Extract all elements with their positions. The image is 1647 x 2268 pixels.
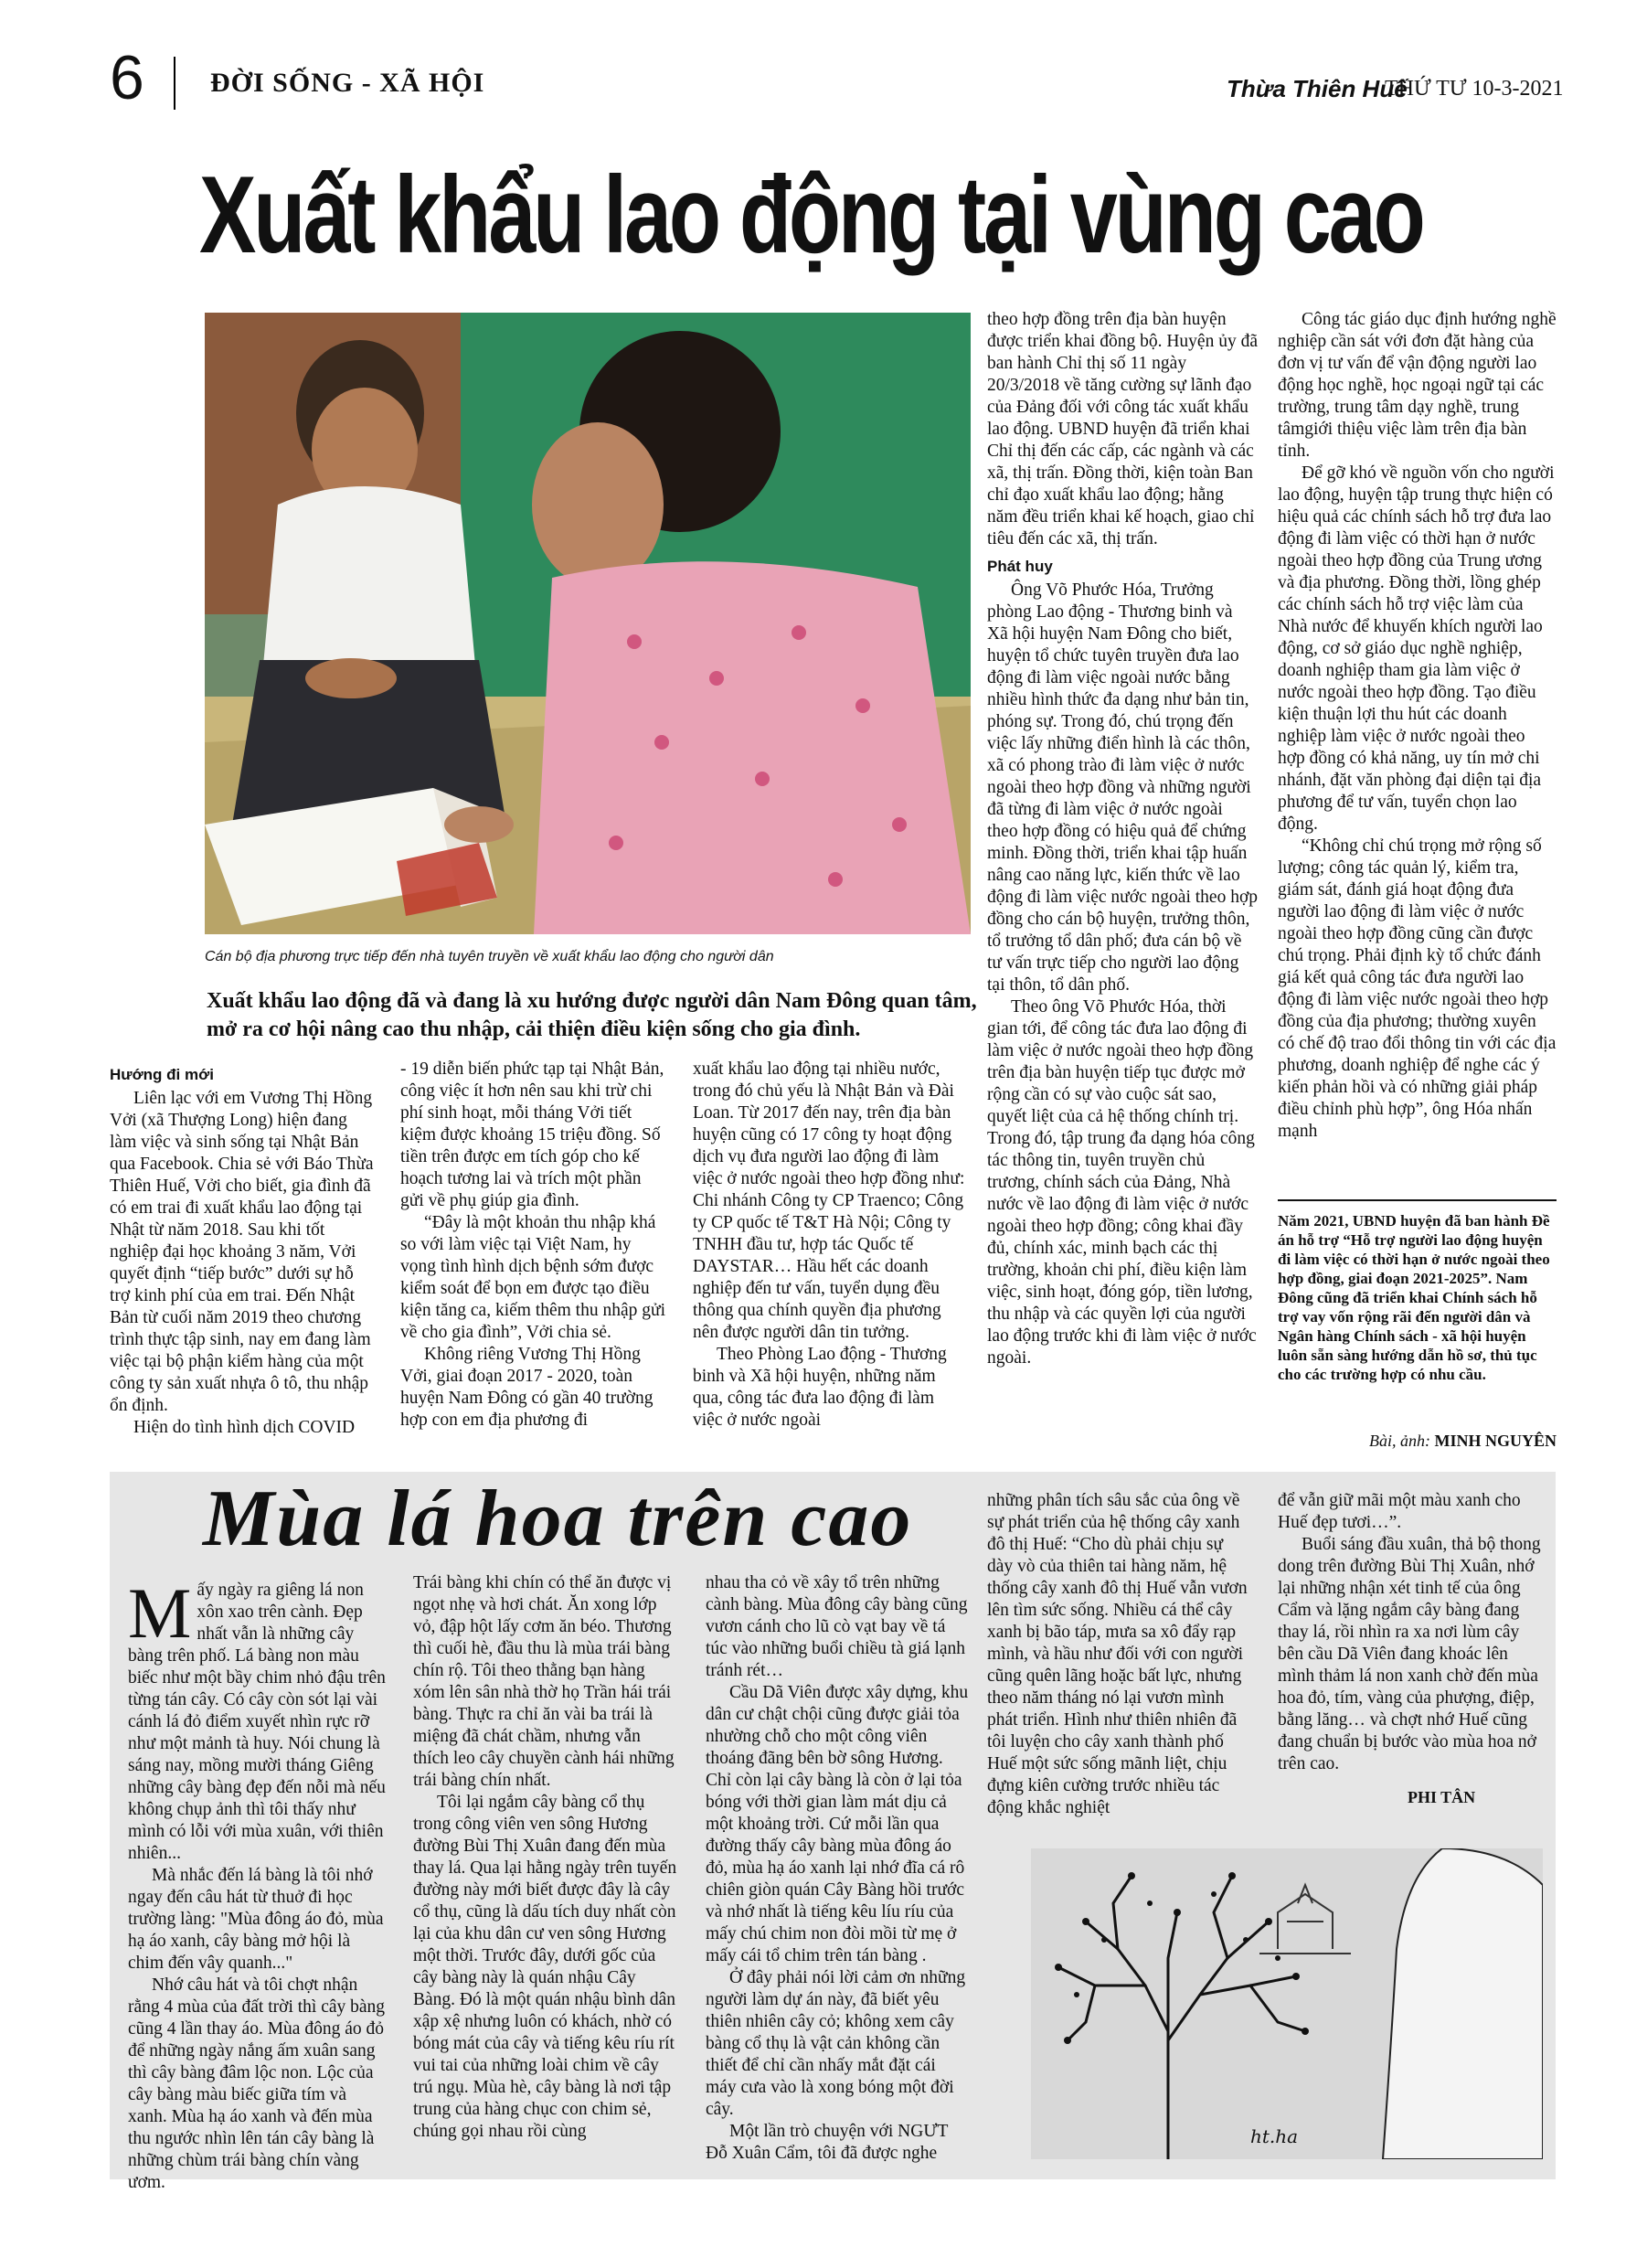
paragraph: ấy ngày ra giêng lá non xôn xao trên cành. Đẹp nhất vẫn là những cây bàng trên phố. Lá bàng non màu biếc như một bầy chim nhỏ đậu trên từng tán cây. Có cây còn sót lại vài cánh lá đỏ điểm xuyết nhìn rực rỡ như một mảnh tà huy. Nói chung là sáng nay, mồng mười tháng Giêng những cây bàng đẹp đến nỗi mà nếu không chụp ảnh thì tôi thấy như mình có lỗi với mùa xuân, với thiên nhiên... <box>128 1581 386 1863</box>
paragraph: nhau tha cỏ về xây tổ trên những cành bàng. Mùa đông cây bàng cũng vươn cánh cho lũ cò vạt bay về tá túc vào những buổi chiều tà giá lạnh tránh rét… <box>706 1573 968 1680</box>
byline-prefix: Bài, ảnh: <box>1369 1432 1430 1450</box>
info-box: Năm 2021, UBND huyện đã ban hành Đề án hỗ trợ “Hỗ trợ người lao động huyện đi làm việc có thời hạn ở nước ngoài theo hợp đồng, giai đoạn 2021-2025”. Nam Đông cũng đã triển khai Chính sách hỗ trợ vay vốn rộng rãi đến người dân và Ngân hàng Chính sách - xã hội huyện luôn sẵn sàng hướng dẫn hồ sơ, thủ tục cho các trường hợp có nhu cầu. <box>1278 1212 1550 1383</box>
illustrator-signature: ht.ha <box>1250 2125 1299 2147</box>
paragraph: Nhớ câu hát và tôi chợt nhận rằng 4 mùa của đất trời thì cây bàng cũng 4 lần thay áo. Mùa đông áo đỏ để những ngày nắng ấm xuân sang thì cây bàng đâm lộc non. Lộc của cây bàng màu biếc giữa tím và xanh. Mùa hạ áo xanh và đến mùa thu ngước nhìn lên tán cây bàng là những chùm trái bàng chín vàng ươm. <box>128 1975 386 2192</box>
article1-column-3 <box>693 1059 967 1432</box>
article-photo <box>205 313 971 934</box>
paragraph: Hiện do tình hình dịch COVID <box>133 1418 356 1437</box>
paragraph: Buổi sáng đầu xuân, thả bộ thong dong trên đường Bùi Thị Xuân, nhớ lại những nhận xét tinh tế của ông Cẩm và lặng ngắm cây bàng đang thay lá, rồi nhìn ra xa nơi lùm cây bên cầu Dã Viên đang khoác lên mình thảm lá non xanh chờ đến mùa hoa đỏ, tím, vàng của phượng, điệp, bằng lăng… và chợt nhớ Huế cũng đang chuẩn bị bước vào mùa hoa nở trên cao. <box>1278 1535 1541 1773</box>
paragraph: theo hợp đồng trên địa bàn huyện được triển khai đồng bộ. Huyện ủy đã ban hành Chỉ thị số 11 ngày 20/3/2018 về tăng cường sự lãnh đạo của Đảng đối với công tác xuất khẩu lao động. UBND huyện đã triển khai Chỉ thị đến các cấp, các ngành và các xã, thị trấn. Đồng thời, kiện toàn Ban chỉ đạo xuất khẩu lao động; hằng năm đều triển khai kế hoạch, giao chỉ tiêu đến các xã, thị trấn. <box>987 310 1258 548</box>
byline-name: MINH NGUYÊN <box>1434 1432 1557 1450</box>
paragraph: Không riêng Vương Thị Hồng Vởi, giai đoạn 2017 - 2020, toàn huyện Nam Đông có gần 40 trường hợp con em địa phương đi <box>400 1345 653 1430</box>
paragraph: Ở đây phải nói lời cảm ơn những người làm dự án này, đã biết yêu thiên nhiên cây cỏ; không xem cây bàng cổ thụ là vật cản không cần thiết để chỉ cần nhấy mắt đặt cái máy cưa vào là xong bóng một đời cây. <box>706 1968 966 2119</box>
article1-column-2 <box>400 1059 669 1432</box>
article2-column-2 <box>413 1572 678 2143</box>
drop-cap: M <box>128 1573 192 1653</box>
box-divider <box>1278 1199 1557 1201</box>
article2-column-3 <box>706 1572 971 2165</box>
paragraph: những phân tích sâu sắc của ông về sự phát triển của hệ thống cây xanh đô thị Huế: “Cho dù phải chịu sự dày vò của thiên tai hàng năm, hệ thống cây xanh đô thị Huế vẫn vươn lên tìm sức sống. Nhiều cá thể cây xanh bị bão táp, mưa sa xô đẩy rạp mình, và hầu như đối với con người cũng quên lãng hoặc bất lực, nhưng theo năm tháng nó lại vươn mình phát triển. Hình như thiên nhiên đã tôi luyện cho cây xanh thành phố Huế một sức sống mãnh liệt, chịu đựng kiên cường trước nhiều tác động khắc nghiệt <box>987 1491 1248 1817</box>
paragraph: “Đây là một khoản thu nhập khá so với làm việc tại Việt Nam, hy vọng tình hình dịch bệnh sớm được kiểm soát để bọn em được tạo điều kiện tăng ca, kiếm thêm thu nhập gửi về cho gia đình”, Vởi chia sẻ. <box>400 1213 665 1342</box>
article-lead: Xuất khẩu lao động đã và đang là xu hướng được người dân Nam Đông quan tâm, mở ra cơ hội nâng cao thu nhập, cải thiện điều kiện sống cho gia đình. <box>207 989 977 1041</box>
feature-title: Mùa lá hoa trên cao <box>203 1475 913 1563</box>
newspaper-name: Thừa Thiên Huế <box>1227 75 1408 102</box>
issue-date: THỨ TƯ 10-3-2021 <box>1385 77 1564 101</box>
paragraph: Liên lạc với em Vương Thị Hồng Vởi (xã Thượng Long) hiện đang làm việc và sinh sống tại Nhật Bản qua Facebook. Chia sẻ với Báo Thừa Thiên Huế, Vởi cho biết, gia đình đã có em trai đi xuất khẩu lao động tại Nhật từ năm 2018. Sau khi tốt nghiệp đại học khoảng 3 năm, Vởi quyết định “tiếp bước” dưới sự hỗ trợ kinh phí của em trai. Đến Nhật Bản từ cuối năm 2019 theo chương trình thực tập sinh, nay em đang làm việc tại bộ phận kiểm hàng của một công ty sản xuất nhựa ô tô, thu nhập ổn định. <box>110 1089 374 1415</box>
paragraph: Mà nhắc đến lá bàng là tôi nhớ ngay đến câu hát từ thuở đi học trường làng: "Mùa đông áo đỏ, mùa hạ áo xanh, cây bàng mở hội là chim đến vây quanh..." <box>128 1866 384 1973</box>
paragraph: để vẫn giữ mãi một màu xanh cho Huế đẹp tươi…”. <box>1278 1491 1521 1532</box>
subheading: Phát huy <box>987 558 1053 575</box>
byline <box>1278 1432 1557 1451</box>
paragraph: xuất khẩu lao động tại nhiều nước, trong đó chủ yếu là Nhật Bản và Đài Loan. Từ 2017 đến nay, trên địa bàn huyện cũng có 17 công ty hoạt động dịch vụ đưa người lao động đi làm việc ở nước ngoài theo hợp đồng như: Chi nhánh Công ty CP Traenco; Công ty CP quốc tế T&T Hà Nội; Công ty TNHH đầu tư, hợp tác Quốc tế DAYSTAR… Hầu hết các doanh nghiệp đến tư vấn, tuyển dụng đều thông qua chính quyền địa phương nên được người dân tin tưởng. <box>693 1059 965 1342</box>
illustration <box>1031 1848 1543 2159</box>
paragraph: “Không chỉ chú trọng mở rộng số lượng; công tác quản lý, kiểm tra, giám sát, đánh giá hoạt động đưa người lao động đi làm việc ở nước ngoài theo hợp đồng cũng cần được chú trọng. Phải định kỳ tổ chức đánh giá kết quả công tác đưa người lao động đi làm việc nước ngoài theo hợp đồng của địa phương; thường xuyên có chế độ trao đổi thông tin với các địa phương, doanh nghiệp để nghe các ý kiến phản hồi và có những giải pháp điều chỉnh phù hợp”, ông Hóa nhấn mạnh <box>1278 836 1557 1141</box>
article2-column-1 <box>128 1573 386 2194</box>
article1-column-4 <box>987 309 1258 1369</box>
article-title: Xuất khẩu lao động tại vùng cao <box>199 154 1423 276</box>
article2-column-4 <box>987 1490 1252 1819</box>
subheading: Hướng đi mới <box>110 1066 214 1083</box>
article1-column-1 <box>110 1059 377 1439</box>
header-divider <box>174 57 175 110</box>
photo-caption: Cán bộ địa phương trực tiếp đến nhà tuyên truyền về xuất khẩu lao động cho người dân <box>205 949 774 964</box>
page-number: 6 <box>110 43 144 112</box>
paragraph: Theo ông Võ Phước Hóa, thời gian tới, để công tác đưa lao động đi làm việc ở nước ngoài theo hợp đồng trên địa bàn huyện tiếp tục được mở rộng cần có sự vào cuộc sát sao, quyết liệt của cả hệ thống chính trị. Trong đó, tập trung đa dạng hóa công tác thông tin, tuyên truyền chủ trương, chính sách của Đảng, Nhà nước về lao động đi làm việc ở nước ngoài theo hợp đồng; công khai đầy đủ, chính xác, minh bạch các thị trường, khoản chi phí, điều kiện làm việc, sinh hoạt, đóng góp, tiền lương, thu nhập và các quyền lợi của người lao động trước khi đi làm việc ở nước ngoài. <box>987 997 1257 1368</box>
author-name: PHI TÂN <box>1408 1788 1476 1806</box>
paragraph: Trái bàng khi chín có thể ăn được vị ngọt nhẹ và hơi chát. Ăn xong lớp vỏ, đập hột lấy cơm ăn béo. Thương thì cuối hè, đầu thu là mùa trái bàng chín rộ. Tôi theo thằng bạn hàng xóm lên sân nhà thờ họ Trần hái trái bàng. Thực ra chỉ ăn vài ba trái là miệng đã chát chầm, nhưng vẫn thích leo cây chuyền cành hái những trái bàng chín nhất. <box>413 1573 675 1790</box>
section-name: ĐỜI SỐNG - XÃ HỘI <box>210 68 485 98</box>
article1-column-5 <box>1278 309 1557 1143</box>
paragraph: Công tác giáo dục định hướng nghề nghiệp cần sát với đơn đặt hàng của đơn vị tư vấn để vận động người lao động học nghề, học ngoại ngữ tại các trường, trung tâm dạy nghề, trung tâmgiới thiệu việc làm trên địa bàn tỉnh. <box>1278 310 1557 461</box>
paragraph: Theo Phòng Lao động - Thương binh và Xã hội huyện, những năm qua, công tác đưa lao động đi làm việc ở nước ngoài <box>693 1345 947 1430</box>
paragraph: Tôi lại ngắm cây bàng cổ thụ trong công viên ven sông Hương đường Bùi Thị Xuân đang đến mùa thay lá. Qua lại hằng ngày trên tuyến đường này mới biết được đây là cây cổ thụ, cũng là dấu tích duy nhất còn lại của khu dân cư ven sông Hương một thời. Trước đây, dưới gốc của cây bàng này là quán nhậu Cây Bàng. Đó là một quán nhậu bình dân xập xệ nhưng luôn có khách, nhờ có bóng mát của cây và tiếng kêu ríu rít vui tai của những loài chim về cây trú ngụ. Mùa hè, cây bàng là nơi tập trung của hàng chục con chim sẻ, chúng gọi nhau rồi cùng <box>413 1793 677 2141</box>
paragraph: Một lần trò chuyện với NGƯT Đỗ Xuân Cẩm, tôi đã được nghe <box>706 2122 949 2163</box>
paragraph: - 19 diễn biến phức tạp tại Nhật Bản, công việc ít hơn nên sau khi trừ chi phí sinh hoạt, mỗi tháng Vởi tiết kiệm được khoảng 15 triệu đồng. Số tiền trên được em tích góp cho kế hoạch tương lai và trích một phần gửi về phụ giúp gia đình. <box>400 1059 664 1210</box>
paragraph: Ông Võ Phước Hóa, Trưởng phòng Lao động - Thương binh và Xã hội huyện Nam Đông cho biết, huyện tổ chức tuyên truyền đưa lao động đi làm việc ngoài nước bằng nhiều hình thức đa dạng như bản tin, phóng sự. Trong đó, chú trọng đến việc lấy những điển hình là các thôn, xã có phong trào đi làm việc ở nước ngoài theo hợp đồng và những người đã từng đi làm việc ở nước ngoài theo hợp đồng có hiệu quả để chứng minh. Đồng thời, triển khai tập huấn nâng cao năng lực, kiến thức về lao động đi làm việc nước ngoài theo hợp đồng cho cán bộ huyện, trưởng thôn, tổ trưởng tổ dân phố; đưa cán bộ về tư vấn trực tiếp cho người lao động tại thôn, tổ dân phố. <box>987 580 1259 995</box>
paragraph: Cầu Dã Viên được xây dựng, khu dân cư chật chội cũng được giải tỏa nhường chỗ cho một công viên thoáng đãng bên bờ sông Hương. Chỉ còn lại cây bàng là còn ở lại tỏa bóng với thời gian làm mát dịu cả một khoảng trời. Cứ mỗi lần qua đường thấy cây bàng mùa đông áo đỏ, mùa hạ áo xanh lại nhớ đĩa cá rô chiên giòn quán Cây Bàng hồi trước và nhớ nhất là tiếng kêu líu ríu của mấy chú chim non đòi mồi từ mẹ ở mấy cái tổ chim trên tán bàng . <box>706 1683 969 1965</box>
paragraph: Để gỡ khó về nguồn vốn cho người lao động, huyện tập trung thực hiện có hiệu quả các chính sách hỗ trợ đưa lao động đi làm việc có thời hạn ở nước ngoài theo hợp đồng của Trung ương và địa phương. Đồng thời, lồng ghép các chính sách hỗ trợ việc làm của Nhà nước để khuyến khích người lao động, cơ sở giáo dục nghề nghiệp, doanh nghiệp tham gia làm việc ở nước ngoài theo hợp đồng. Tạo điều kiện thuận lợi thu hút các doanh nghiệp làm việc ở nước ngoài theo hợp đồng có khả năng, uy tín mở chi nhánh, đặt văn phòng đại diện tại địa phương để tư vấn, tuyển chọn lao động. <box>1278 463 1555 834</box>
article2-column-5 <box>1278 1490 1543 1775</box>
